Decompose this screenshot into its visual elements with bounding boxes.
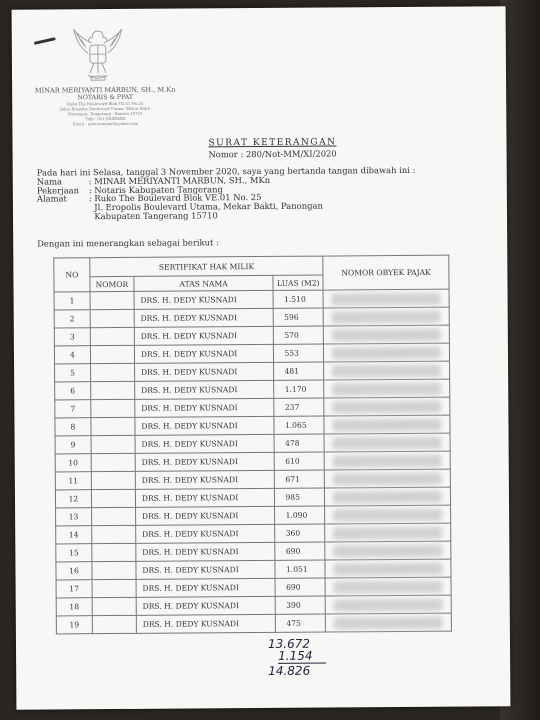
cell-nop-redacted xyxy=(324,415,450,434)
cell-luas: 553 xyxy=(274,344,324,362)
cell-atas-nama: DRS. H. DEDY KUSNADI xyxy=(136,578,276,597)
cell-nomor xyxy=(90,309,134,327)
cell-nomor xyxy=(91,453,135,471)
cell-luas: 481 xyxy=(274,362,324,380)
header-no: NO xyxy=(54,258,90,292)
cell-luas: 1.051 xyxy=(275,560,325,578)
cell-nop-redacted xyxy=(326,613,452,632)
redaction-blur xyxy=(334,526,443,539)
cell-atas-nama: DRS. H. DEDY KUSNADI xyxy=(136,614,276,633)
cell-nop-redacted xyxy=(325,451,451,470)
document-title: SURAT KETERANGAN xyxy=(208,137,337,149)
cell-nop-redacted xyxy=(324,397,450,416)
redaction-blur xyxy=(333,436,442,449)
document-number: Nomor : 280/Not-MM/XI/2020 xyxy=(208,148,337,160)
info-label xyxy=(37,212,89,221)
cell-nomor xyxy=(92,597,136,615)
cell-nop-redacted xyxy=(325,487,451,506)
cell-luas: 985 xyxy=(275,488,325,506)
cell-no: 10 xyxy=(55,454,91,472)
signer-info xyxy=(37,176,323,221)
redaction-blur xyxy=(332,364,441,377)
redaction-blur xyxy=(332,328,441,341)
cell-luas: 596 xyxy=(274,308,324,326)
redaction-blur xyxy=(333,382,442,395)
cell-nomor xyxy=(92,615,136,633)
cell-luas: 237 xyxy=(274,398,324,416)
cell-luas: 570 xyxy=(274,326,324,344)
cell-nomor xyxy=(90,327,134,345)
letterhead xyxy=(30,86,180,127)
cell-nop-redacted xyxy=(324,433,450,452)
redaction-blur xyxy=(333,454,442,467)
handwritten-sum xyxy=(268,638,326,677)
cell-atas-nama: DRS. H. DEDY KUSNADI xyxy=(136,542,276,561)
garuda-emblem-icon xyxy=(70,25,126,85)
header-nomor: NOMOR xyxy=(90,276,134,291)
cell-no: 14 xyxy=(56,526,92,544)
cell-atas-nama: DRS. H. DEDY KUSNADI xyxy=(134,344,274,363)
cell-atas-nama: DRS. H. DEDY KUSNADI xyxy=(135,398,275,417)
cell-no: 11 xyxy=(55,472,91,490)
info-label xyxy=(37,203,89,212)
cell-atas-nama: DRS. H. DEDY KUSNADI xyxy=(134,326,274,345)
header-nop: NOMOR OBYEK PAJAK xyxy=(323,255,449,290)
redaction-blur xyxy=(333,508,442,521)
header-luas: LUAS (M2) xyxy=(273,275,323,290)
cell-nop-redacted xyxy=(325,559,451,578)
cell-atas-nama: DRS. H. DEDY KUSNADI xyxy=(135,452,275,471)
cell-no: 5 xyxy=(55,364,91,382)
cell-no: 16 xyxy=(56,562,92,580)
cell-nop-redacted xyxy=(325,505,451,524)
cell-atas-nama: DRS. H. DEDY KUSNADI xyxy=(135,434,275,453)
cell-nomor xyxy=(92,579,136,597)
cell-no: 17 xyxy=(56,580,92,598)
letterhead-address-line: Jalan Eropolis Boulevard Utama, Mekar Bakti xyxy=(60,105,151,112)
info-value: Jl. Eropolis Boulevard Utama, Mekar Bakti, Panongan xyxy=(88,200,323,213)
cell-nomor xyxy=(90,345,134,363)
header-atas-nama: ATAS NAMA xyxy=(134,275,274,291)
redaction-blur xyxy=(333,418,442,431)
redaction-blur xyxy=(334,598,443,611)
cell-no: 13 xyxy=(56,508,92,526)
title-block xyxy=(162,137,382,160)
handwritten-line: 13.672 xyxy=(267,636,311,651)
table-body xyxy=(54,289,451,634)
cell-atas-nama: DRS. H. DEDY KUSNADI xyxy=(136,560,276,579)
cell-no: 3 xyxy=(54,328,90,346)
redaction-blur xyxy=(332,346,441,359)
cell-luas: 475 xyxy=(276,614,326,632)
cell-no: 8 xyxy=(55,418,91,436)
info-value: : MINAR MERIYANTI MARBUN, SH., MKn xyxy=(88,174,271,187)
info-label: Alamat xyxy=(36,193,67,204)
cell-nop-redacted xyxy=(324,325,450,344)
cell-luas: 1.090 xyxy=(275,506,325,524)
notary-title: NOTARIS & PPAT xyxy=(77,93,133,102)
redaction-blur xyxy=(333,400,442,413)
cell-nop-redacted xyxy=(326,595,452,614)
cell-atas-nama: DRS. H. DEDY KUSNADI xyxy=(135,488,275,507)
redaction-blur xyxy=(334,580,443,593)
cell-nop-redacted xyxy=(324,307,450,326)
notary-name: MINAR MERIYANTI MARBUN, SH., M.Kn xyxy=(34,85,176,95)
handwritten-line: 1.154 xyxy=(278,648,313,663)
cell-luas: 360 xyxy=(275,524,325,542)
letterhead-email: Email : notarisminar@yahoo.com xyxy=(72,120,139,127)
cell-luas: 478 xyxy=(274,434,324,452)
redaction-blur xyxy=(332,292,441,305)
info-label: Pekerjaan xyxy=(36,184,80,196)
cell-luas: 1.510 xyxy=(273,290,323,308)
cell-atas-nama: DRS. H. DEDY KUSNADI xyxy=(136,524,276,543)
info-label: Nama xyxy=(36,176,63,187)
letterhead-phone: Telp : 021-XXXXXXX xyxy=(85,115,126,122)
cell-luas: 1.170 xyxy=(274,380,324,398)
cell-atas-nama: DRS. H. DEDY KUSNADI xyxy=(134,362,274,381)
cell-nomor xyxy=(90,363,134,381)
cell-luas: 610 xyxy=(275,452,325,470)
intro-text: Pada hari ini Selasa, tanggal 3 November 2020, saya yang bertanda tangan dibawah ini : xyxy=(36,164,416,178)
cell-nop-redacted xyxy=(325,469,451,488)
handwritten-total: 14.826 xyxy=(268,663,311,678)
cell-nop-redacted xyxy=(324,361,450,380)
cell-no: 19 xyxy=(56,616,92,634)
cell-luas: 671 xyxy=(275,470,325,488)
cell-nomor xyxy=(92,561,136,579)
cell-luas: 690 xyxy=(275,542,325,560)
redaction-blur xyxy=(332,310,441,323)
cell-nomor xyxy=(91,399,135,417)
cell-atas-nama: DRS. H. DEDY KUSNADI xyxy=(136,596,276,615)
cell-atas-nama: DRS. H. DEDY KUSNADI xyxy=(134,308,274,327)
cell-nomor xyxy=(92,525,136,543)
document-page xyxy=(12,6,511,709)
header-sertifikat: SERTIFIKAT HAK MILIK xyxy=(90,256,324,277)
info-value: : Notaris Kabupaten Tangerang xyxy=(88,183,223,195)
cell-no: 6 xyxy=(55,382,91,400)
cell-nomor xyxy=(91,435,135,453)
cell-atas-nama: DRS. H. DEDY KUSNADI xyxy=(135,380,275,399)
info-row xyxy=(37,210,323,221)
cell-nop-redacted xyxy=(325,577,451,596)
letterhead-address-line: Ruko The Boulevard Blok VE.01 No.25 xyxy=(67,100,144,107)
cell-atas-nama: DRS. H. DEDY KUSNADI xyxy=(135,506,275,525)
cell-atas-nama: DRS. H. DEDY KUSNADI xyxy=(135,470,275,489)
redaction-blur xyxy=(334,544,443,557)
info-value: Kabupaten Tangerang 15710 xyxy=(88,210,218,221)
cell-nop-redacted xyxy=(323,289,449,308)
cell-no: 12 xyxy=(55,490,91,508)
letterhead-address-line: Panongan, Tangerang - Banten 15710 xyxy=(68,110,143,117)
cell-no: 2 xyxy=(54,310,90,328)
cell-luas: 390 xyxy=(276,596,326,614)
pen-mark xyxy=(34,37,56,45)
redaction-blur xyxy=(333,472,442,485)
cell-nop-redacted xyxy=(325,541,451,560)
redaction-blur xyxy=(333,490,442,503)
cell-nop-redacted xyxy=(325,523,451,542)
cell-no: 15 xyxy=(56,544,92,562)
cell-no: 18 xyxy=(56,598,92,616)
cell-no: 7 xyxy=(55,400,91,418)
info-value: : Ruko The Boulevard Blok VE.01 No. 25 xyxy=(88,192,262,204)
cell-nomor xyxy=(91,381,135,399)
certificate-table xyxy=(53,255,452,635)
redaction-blur xyxy=(334,562,443,575)
cell-atas-nama: DRS. H. DEDY KUSNADI xyxy=(135,416,275,435)
cell-nomor xyxy=(91,417,135,435)
cell-luas: 1.065 xyxy=(274,416,324,434)
cell-no: 9 xyxy=(55,436,91,454)
cell-no: 4 xyxy=(54,346,90,364)
cell-atas-nama: DRS. H. DEDY KUSNADI xyxy=(134,290,274,309)
cell-nop-redacted xyxy=(324,343,450,362)
cell-nop-redacted xyxy=(324,379,450,398)
cell-nomor xyxy=(90,291,134,309)
statement-text: Dengan ini menerangkan sebagai berikut : xyxy=(37,237,219,249)
cell-nomor xyxy=(91,507,135,525)
table-row xyxy=(56,613,451,634)
cell-nomor xyxy=(92,543,136,561)
redaction-blur xyxy=(334,616,443,629)
cell-nomor xyxy=(91,471,135,489)
cell-luas: 690 xyxy=(275,578,325,596)
cell-nomor xyxy=(91,489,135,507)
cell-no: 1 xyxy=(54,292,90,310)
